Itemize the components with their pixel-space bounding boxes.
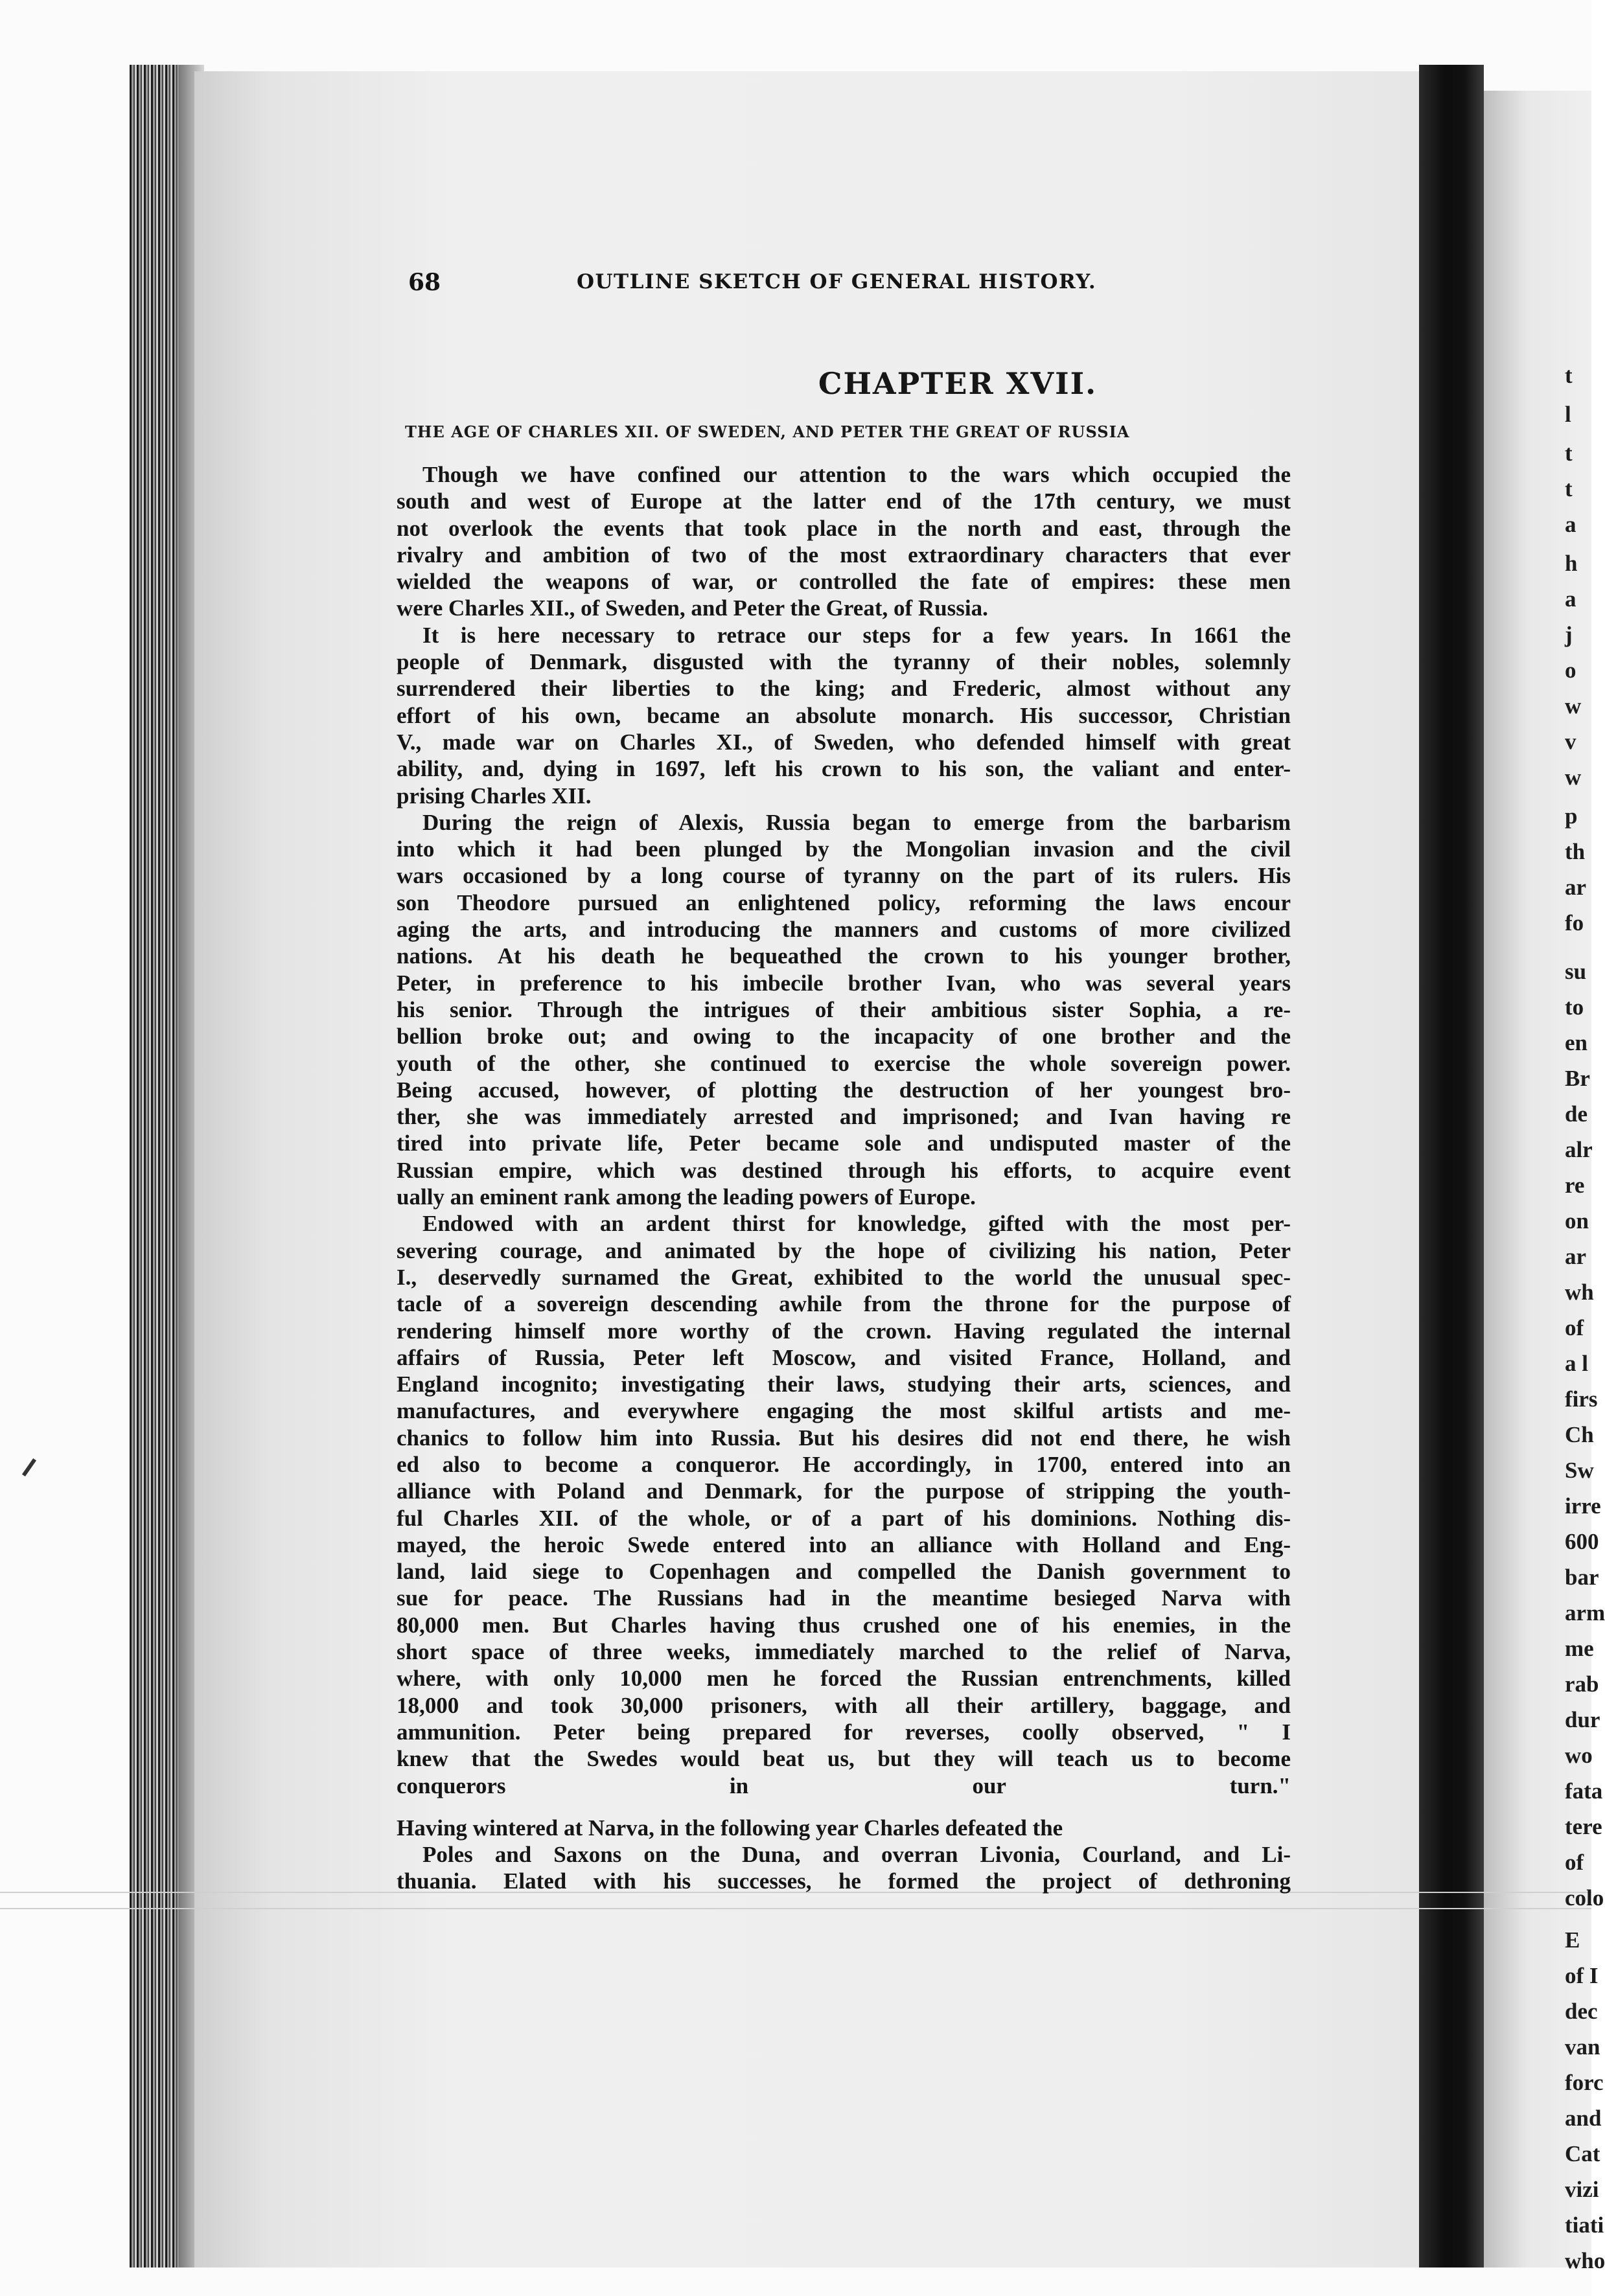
text-line: I., deservedly surnamed the Great, exhibited to the world the unusual spec- (397, 1264, 1291, 1290)
adjacent-page-fragment: a (1565, 586, 1576, 612)
adjacent-page-fragment: wh (1565, 1280, 1594, 1305)
text-line: prising Charles XII. (397, 783, 592, 809)
adjacent-page-fragment: colo (1565, 1885, 1604, 1911)
text-line: where, with only 10,000 men he forced the Russian entrenchments, killed (397, 1666, 1291, 1692)
text-line: thuania. Elated with his successes, he formed the project of dethroning (397, 1868, 1291, 1894)
text-line: not overlook the events that took place in the north and east, through the (397, 515, 1291, 541)
scan-line (0, 1908, 1591, 1909)
text-line: mayed, the heroic Swede entered into an alliance with Holland and Eng- (397, 1532, 1291, 1557)
adjacent-page-fragment: fo (1565, 910, 1584, 936)
text-line: alliance with Poland and Denmark, for the purpose of stripping the youth- (397, 1478, 1291, 1504)
text-line: ther, she was immediately arrested and imprisoned; and Ivan having re (397, 1104, 1291, 1130)
text-line: Russian empire, which was destined through his efforts, to acquire event (397, 1157, 1291, 1183)
scan-mark (22, 1458, 36, 1476)
chapter-subtitle: THE AGE OF CHARLES XII. OF SWEDEN, AND PETER THE GREAT OF RUSSIA (405, 422, 1130, 441)
text-line: It is here necessary to retrace our steps for a few years. In 1661 the (422, 622, 1291, 648)
text-line: people of Denmark, disgusted with the tyranny of their nobles, solemnly (397, 649, 1291, 675)
adjacent-page-fragment: a l (1565, 1351, 1588, 1376)
text-line: ability, and, dying in 1697, left his crown to his son, the valiant and enter- (397, 756, 1291, 782)
text-line: Though we have confined our attention to the wars which occupied the (422, 462, 1291, 487)
adjacent-page-fragment: and (1565, 2106, 1602, 2131)
text-line: manufactures, and everywhere engaging the most skilful artists and me- (397, 1398, 1291, 1424)
text-line: severing courage, and animated by the hope of civilizing his nation, Peter (397, 1237, 1291, 1263)
adjacent-page-fragment: en (1565, 1030, 1588, 1055)
text-line: sue for peace. The Russians had in the meantime besieged Narva with (397, 1585, 1291, 1611)
text-line: ed also to become a conqueror. He accordingly, in 1700, entered into an (397, 1451, 1291, 1477)
text-line: surrendered their liberties to the king; and Frederic, almost without any (397, 676, 1291, 702)
adjacent-page-fragment: t (1565, 476, 1573, 501)
adjacent-page-fragment: th (1565, 839, 1586, 864)
adjacent-page-fragment: de (1565, 1101, 1588, 1127)
text-line: were Charles XII., of Sweden, and Peter the Great, of Russia. (397, 595, 988, 621)
adjacent-page-fragment: w (1565, 764, 1582, 790)
adjacent-page-fragment: firs (1565, 1386, 1598, 1412)
adjacent-page-fragment: j (1565, 622, 1573, 647)
adjacent-page-fragment: E (1565, 1927, 1580, 1953)
text-line: Having wintered at Narva, in the following year Charles defeated the (397, 1815, 1063, 1841)
text-line: ful Charles XII. of the whole, or of a part of his dominions. Nothing dis- (397, 1505, 1291, 1531)
text-line: tacle of a sovereign descending awhile from the throne for the purpose of (397, 1291, 1291, 1317)
adjacent-page-fragment: ar (1565, 875, 1587, 900)
text-line: affairs of Russia, Peter left Moscow, and visited France, Holland, and (397, 1344, 1291, 1370)
adjacent-page-fragment: who (1565, 2248, 1605, 2273)
adjacent-page-fragment: of I (1565, 1963, 1599, 1988)
adjacent-page-fragment: me (1565, 1636, 1594, 1661)
text-line: ually an eminent rank among the leading powers of Europe. (397, 1184, 976, 1210)
adjacent-page-fragment: su (1565, 959, 1587, 984)
adjacent-page-fragment: of (1565, 1315, 1584, 1340)
adjacent-page-fragment: to (1565, 994, 1584, 1020)
text-line: Being accused, however, of plotting the destruction of her youngest bro- (397, 1077, 1291, 1103)
adjacent-page-fragment: forc (1565, 2070, 1604, 2095)
text-line: short space of three weeks, immediately marched to the relief of Narva, (397, 1639, 1291, 1665)
adjacent-page-fragment: l (1565, 402, 1571, 427)
text-line: Endowed with an ardent thirst for knowledge, gifted with the most per- (422, 1211, 1291, 1237)
text-line: During the reign of Alexis, Russia began to emerge from the barbarism (422, 809, 1291, 835)
text-line: 18,000 and took 30,000 prisoners, with all their artillery, baggage, and (397, 1692, 1291, 1718)
adjacent-page-text (1565, 0, 1605, 2296)
adjacent-page-fragment: irre (1565, 1493, 1601, 1519)
body-text (397, 461, 1291, 1895)
chapter-title: CHAPTER XVII. (818, 366, 1098, 401)
text-line: bellion broke out; and owing to the incapacity of one brother and the (397, 1024, 1291, 1050)
adjacent-page-fragment: arm (1565, 1600, 1605, 1625)
text-line: land, laid siege to Copenhagen and compelled the Danish government to (397, 1559, 1291, 1585)
adjacent-page-fragment: h (1565, 551, 1578, 576)
text-line: wars occasioned by a long course of tyranny on the part of its rulers. His (397, 863, 1291, 889)
text-line: chanics to follow him into Russia. But his desires did not end there, he wish (397, 1425, 1291, 1451)
adjacent-page-fragment: wo (1565, 1743, 1593, 1768)
adjacent-page-fragment: Sw (1565, 1458, 1594, 1483)
adjacent-page-fragment: on (1565, 1208, 1589, 1234)
adjacent-page-fragment: p (1565, 803, 1578, 829)
text-line: aging the arts, and introducing the manners and customs of more civilized (397, 917, 1291, 943)
page-number: 68 (408, 269, 441, 296)
adjacent-page-fragment: of (1565, 1850, 1584, 1875)
adjacent-page-fragment: t (1565, 441, 1573, 466)
adjacent-page-fragment: rab (1565, 1671, 1599, 1697)
text-line: rivalry and ambition of two of the most extraordinary characters that ever (397, 542, 1291, 568)
adjacent-page-fragment: tere (1565, 1814, 1602, 1839)
text-line: Peter, in preference to his imbecile brother Ivan, who was several years (397, 970, 1291, 996)
adjacent-page-fragment: alr (1565, 1137, 1593, 1162)
text-line: V., made war on Charles XI., of Sweden, who defended himself with great (397, 729, 1291, 755)
adjacent-page-fragment: a (1565, 512, 1576, 537)
text-line: tired into private life, Peter became sole and undisputed master of the (397, 1131, 1291, 1156)
adjacent-page-fragment: w (1565, 693, 1582, 718)
adjacent-page-fragment: re (1565, 1173, 1585, 1198)
text-line: Poles and Saxons on the Duna, and overran Livonia, Courland, and Li- (422, 1842, 1291, 1868)
adjacent-page-fragment: t (1565, 363, 1573, 388)
text-line: England incognito; investigating their laws, studying their arts, sciences, and (397, 1372, 1291, 1397)
text-line: nations. At his death he bequeathed the crown to his younger brother, (397, 943, 1291, 969)
adjacent-page-fragment: fata (1565, 1778, 1603, 1804)
adjacent-page-fragment: dec (1565, 1999, 1598, 2024)
text-line: ammunition. Peter being prepared for reverses, coolly observed, " I (397, 1719, 1291, 1745)
text-line: son Theodore pursued an enlightened policy, reforming the laws encour (397, 890, 1291, 915)
adjacent-page-fragment: tiati (1565, 2212, 1604, 2238)
adjacent-page-fragment: ar (1565, 1244, 1587, 1269)
text-line: his senior. Through the intrigues of their ambitious sister Sophia, a re- (397, 996, 1291, 1022)
adjacent-page-fragment: Ch (1565, 1422, 1594, 1447)
text-line: conquerors in our turn." (397, 1773, 1291, 1798)
adjacent-page-fragment: o (1565, 658, 1576, 683)
text-line: knew that the Swedes would beat us, but they will teach us to become (397, 1746, 1291, 1772)
text-line: wielded the weapons of war, or controlled the fate of empires: these men (397, 569, 1291, 595)
running-head: OUTLINE SKETCH OF GENERAL HISTORY. (577, 270, 1097, 293)
adjacent-page-fragment: dur (1565, 1707, 1600, 1732)
page-header (408, 269, 1289, 301)
adjacent-page-fragment: v (1565, 729, 1576, 754)
text-line: south and west of Europe at the latter end of the 17th century, we must (397, 488, 1291, 514)
text-line: rendering himself more worthy of the crown. Having regulated the internal (397, 1318, 1291, 1344)
adjacent-page-fragment: van (1565, 2034, 1600, 2060)
adjacent-page-fragment: 600 (1565, 1529, 1599, 1554)
adjacent-page-fragment: bar (1565, 1565, 1599, 1590)
text-line: effort of his own, became an absolute monarch. His successor, Christian (397, 702, 1291, 728)
text-line: youth of the other, she continued to exercise the whole sovereign power. (397, 1050, 1291, 1076)
adjacent-page-fragment: vizi (1565, 2177, 1599, 2202)
adjacent-page-fragment: Cat (1565, 2141, 1600, 2166)
adjacent-page-fragment: Br (1565, 1066, 1590, 1091)
text-line: 80,000 men. But Charles having thus crushed one of his enemies, in the (397, 1612, 1291, 1638)
text-line: into which it had been plunged by the Mongolian invasion and the civil (397, 836, 1291, 862)
